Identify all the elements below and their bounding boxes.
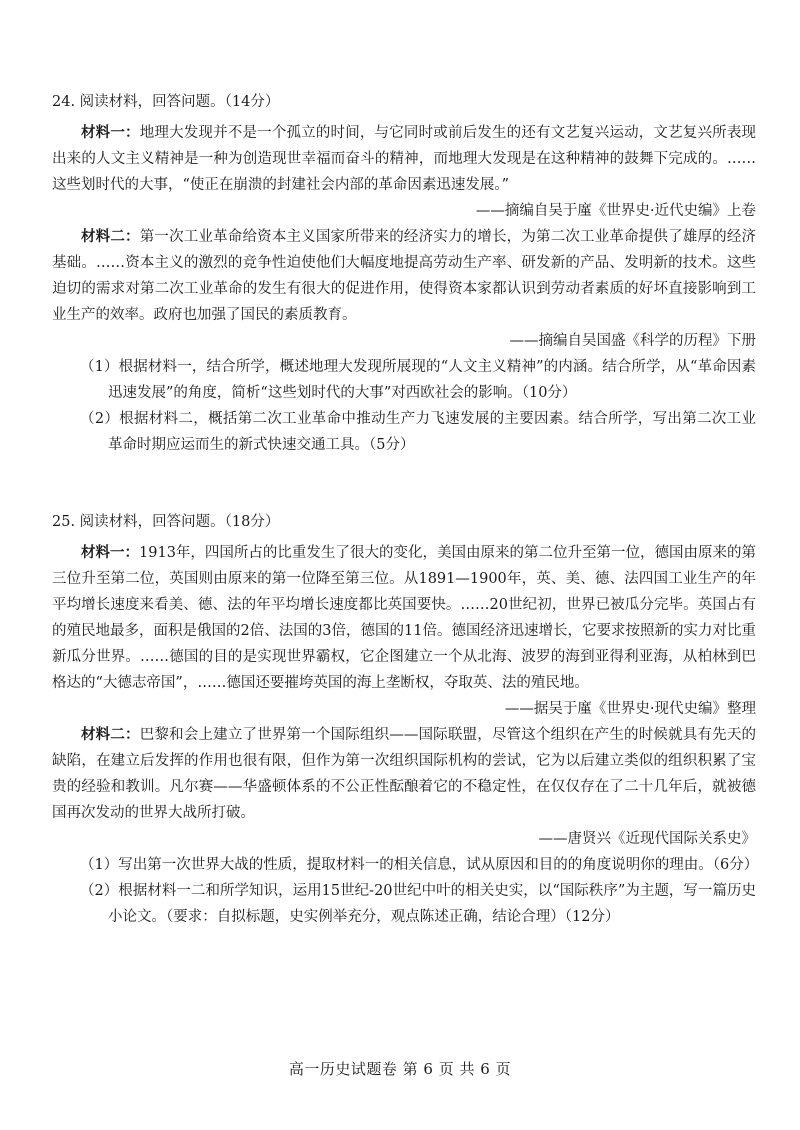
q25-material-1-source: ——据吴于廑《世界史·现代史编》整理 bbox=[504, 701, 756, 717]
q24-subquestion-1: （1）根据材料一，结合所学，概述地理大发现所展现的“人文主义精神”的内涵。结合所学，从“革命因素迅速发展”的角度，简析“这些划时代的大事”对西欧社会的影响。（10分） bbox=[80, 359, 756, 401]
material-text: 1913年，四国所占的比重发生了很大的变化，美国由原来的第二位升至第一位，德国由原来的第三位升至第二位，英国则由原来的第一位降至第三位。从1891—1900年，英、美、德、法四国工业生产的年平均增长速度来看美、德、法的年平均增长速度都比英国要快。……20世纪初，世界已被瓜分完毕。英国占有的殖民地最多，面积是俄国的2倍、法国的3倍，德国的11倍。德国经济迅速增长，它要求按照新的实力对比重新瓜分世界。……德国的目的是实现世界霸权，它企图建立一个从北海、波罗的海到亚得利亚海，从柏林到巴格达的“大德志帝国”，……德国还要摧垮英国的海上垄断权，夺取英、法的殖民地。 bbox=[52, 545, 756, 691]
material-label: 材料一： bbox=[81, 124, 140, 141]
q24-subquestion-2: （2）根据材料二，概括第二次工业革命中推动生产力飞速发展的主要因素。结合所学，写出第二次工业革命时期应运而生的新式快速交通工具。（5分） bbox=[80, 411, 756, 453]
question-25-title: 25. 阅读材料，回答问题。（18分） bbox=[52, 514, 280, 530]
q24-material-1-source: ——摘编自吴于廑《世界史·近代史编》上卷 bbox=[475, 203, 756, 219]
material-label: 材料一： bbox=[81, 544, 140, 561]
material-label: 材料二： bbox=[81, 726, 140, 743]
material-text: 巴黎和会上建立了世界第一个国际组织——国际联盟，尽管这个组织在产生的时候就具有先天的缺陷，在建立后发挥的作用也很有限，但作为第一次组织国际机构的尝试，它为以后建立类似的组织积累了宝贵的经验和教训。凡尔赛——华盛顿体系的不公正性酝酿着它的不稳定性，在仅仅存在了二十几年后，就被德国再次发动的世界大战所打破。 bbox=[52, 727, 757, 821]
question-24 bbox=[52, 90, 756, 458]
q24-material-1 bbox=[52, 120, 756, 198]
question-24-title: 24. 阅读材料，回答问题。（14分） bbox=[52, 94, 280, 110]
material-text: 第一次工业革命给资本主义国家所带来的经济实力的增长，为第二次工业革命提供了雄厚的经济基础。……资本主义的激烈的竞争性迫使他们大幅度地提高劳动生产率、研发新的产品、发明新的技术。这些迫切的需求对第二次工业革命的发生有很大的促进作用，使得资本家都认识到劳动者素质的好坏直接影响到工业生产的效率。政府也加强了国民的素质教育。 bbox=[52, 229, 757, 323]
material-text: 地理大发现并不是一个孤立的时间，与它同时或前后发生的还有文艺复兴运动，文艺复兴所表现出来的人文主义精神是一种为创造现世幸福而奋斗的精神，而地理大发现是在这种精神的鼓舞下完成的。……这些划时代的大事，“使正在崩溃的封建社会内部的革命因素迅速发展。” bbox=[52, 125, 757, 193]
question-25 bbox=[52, 510, 759, 930]
q25-subquestion-1: （1）写出第一次世界大战的性质，提取材料一的相关信息，试从原因和目的的角度说明你的理由。（6分） bbox=[80, 857, 759, 873]
page-footer: 高一历史试题卷 第 6 页 共 6 页 bbox=[288, 1060, 512, 1078]
q25-material-2-source: ——唐贤兴《近现代国际关系史》 bbox=[538, 831, 756, 847]
q24-material-2-source: ——摘编自吴国盛《科学的历程》下册 bbox=[509, 333, 756, 349]
q25-material-2 bbox=[52, 722, 756, 826]
material-label: 材料二： bbox=[81, 228, 140, 245]
spacer bbox=[52, 458, 756, 510]
q25-subquestion-2: （2）根据材料一二和所学知识，运用15世纪-20世纪中叶的相关史实，以“国际秩序”为主题，写一篇历史小论文。（要求：自拟标题，史实例举充分，观点陈述正确，结论合理）（12分） bbox=[80, 883, 756, 925]
q25-material-1 bbox=[52, 540, 756, 696]
q24-material-2 bbox=[52, 224, 756, 328]
